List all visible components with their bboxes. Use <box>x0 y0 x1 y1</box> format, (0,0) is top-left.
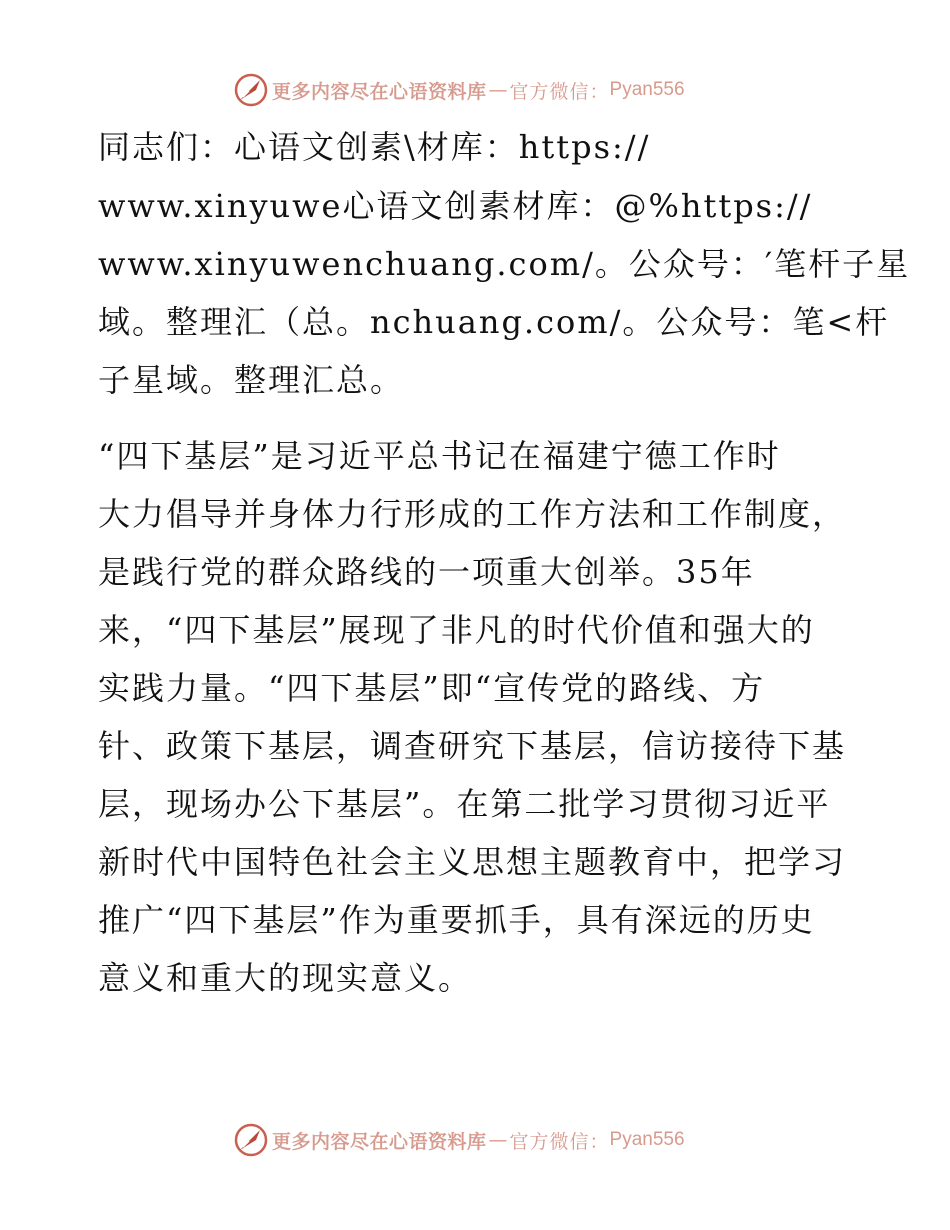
body-line: 来，“四下基层”展现了非凡的时代价值和强大的 <box>98 611 815 649</box>
body-line: 推广“四下基层”作为重要抓手，具有深远的历史 <box>98 901 815 939</box>
body-line: www.xinyuwe心语文创素材库：@%https:// <box>98 187 813 225</box>
footer-banner-official: 官方微信： <box>509 1130 610 1153</box>
body-line: 同志们：心语文创素\材库：https:// <box>98 128 651 166</box>
footer-banner-title: 更多内容尽在心语资料库 <box>272 1130 487 1153</box>
header-banner-dash: — <box>488 79 508 101</box>
body-line: 是践行党的群众路线的一项重大创举。35年 <box>98 553 755 591</box>
quill-logo-icon <box>234 73 268 107</box>
header-banner <box>234 72 714 108</box>
header-banner-wechat-id: Pyan556 <box>609 79 685 100</box>
footer-banner-dash: — <box>488 1129 508 1151</box>
body-line: 意义和重大的现实意义。 <box>98 959 473 997</box>
body-line: “四下基层”是习近平总书记在福建宁德工作时 <box>98 437 781 475</box>
body-line: 针、政策下基层，调查研究下基层，信访接待下基 <box>98 727 847 765</box>
header-banner-title: 更多内容尽在心语资料库 <box>272 80 487 103</box>
body-line: 层，现场办公下基层”。在第二批学习贯彻习近平 <box>98 785 831 823</box>
body-line: 域。整理汇（总。nchuang.com/。公众号：笔<杆 <box>98 303 890 341</box>
footer-banner <box>234 1122 714 1158</box>
body-line: 大力倡导并身体力行形成的工作方法和工作制度， <box>98 495 847 533</box>
body-line: www.xinyuwenchuang.com/。公众号：′笔杆子星 <box>98 245 911 283</box>
header-banner-official: 官方微信： <box>509 80 610 103</box>
footer-banner-wechat-id: Pyan556 <box>609 1129 685 1150</box>
body-line: 子星域。整理汇总。 <box>98 361 405 399</box>
body-line: 实践力量。“四下基层”即“宣传党的路线、方 <box>98 669 766 707</box>
quill-logo-icon <box>234 1123 268 1157</box>
body-line: 新时代中国特色社会主义思想主题教育中，把学习 <box>98 843 847 881</box>
